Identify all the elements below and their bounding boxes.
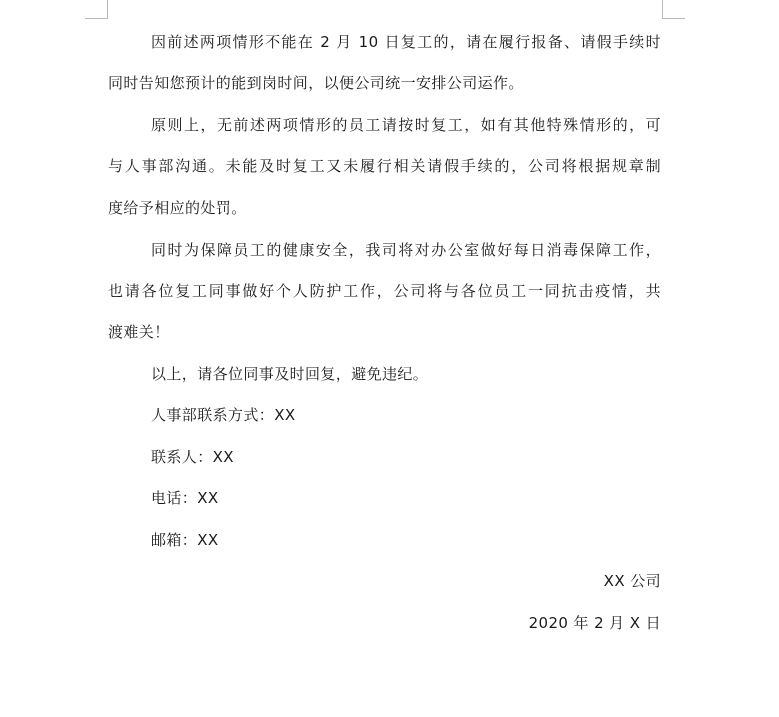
email-line: 邮箱：XX — [151, 531, 219, 549]
paragraph-1-line-1: 因前述两项情形不能在 2 月 10 日复工的，请在履行报备、请假手续时 — [151, 33, 661, 51]
paragraph-2-line-3: 度给予相应的处罚。 — [108, 199, 247, 217]
paragraph-1-line-2: 同时告知您预计的能到岗时间，以便公司统一安排公司运作。 — [108, 74, 524, 92]
paragraph-4-line-1: 以上，请各位同事及时回复，避免违纪。 — [151, 365, 429, 383]
paragraph-3-line-3: 渡难关！ — [108, 323, 170, 341]
signature-company: XX 公司 — [603, 572, 661, 590]
contact-person-line: 联系人：XX — [151, 448, 234, 466]
margin-corner-top-right — [662, 0, 685, 19]
paragraph-2-line-2: 与人事部沟通。未能及时复工又未履行相关请假手续的，公司将根据规章制 — [108, 157, 661, 175]
paragraph-3-line-1: 同时为保障员工的健康安全，我司将对办公室做好每日消毒保障工作， — [151, 241, 661, 259]
margin-corner-top-left — [85, 0, 108, 19]
paragraph-2-line-1: 原则上，无前述两项情形的员工请按时复工，如有其他特殊情形的，可 — [151, 116, 661, 134]
hr-contact-line: 人事部联系方式：XX — [151, 406, 296, 424]
phone-line: 电话：XX — [151, 489, 219, 507]
signature-date: 2020 年 2 月 X 日 — [528, 614, 661, 632]
paragraph-3-line-2: 也请各位复工同事做好个人防护工作，公司将与各位员工一同抗击疫情，共 — [108, 282, 661, 300]
